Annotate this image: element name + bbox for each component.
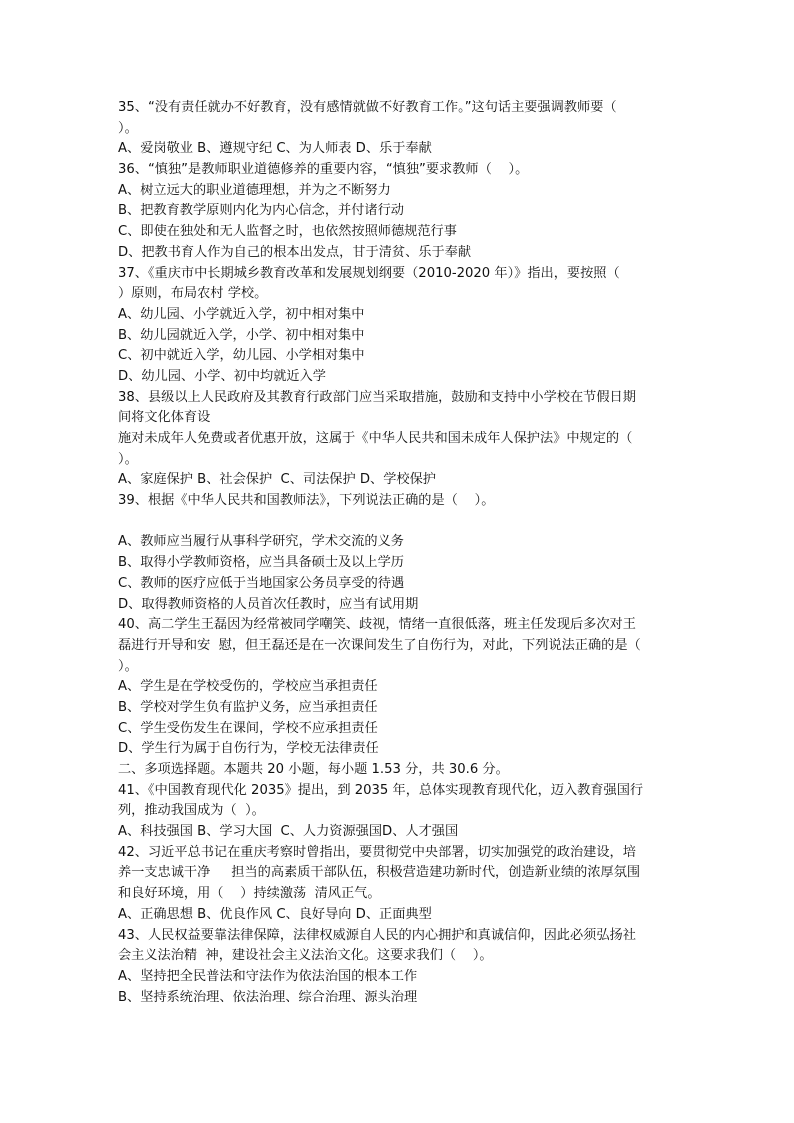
text-line: C、初中就近入学，幼儿园、小学相对集中 (118, 348, 365, 364)
text-line: A、爱岗敬业 B、遵规守纪 C、为人师表 D、乐于奉献 (118, 141, 432, 157)
text-line: B、幼儿园就近入学，小学、初中相对集中 (118, 327, 365, 343)
text-line: 会主义法治精 神，建设社会主义法治文化。这要求我们（ ）。 (118, 948, 493, 964)
text-line: A、坚持把全民普法和守法作为依法治国的根本工作 (118, 968, 418, 984)
text-line: B、坚持系统治理、依法治理、综合治理、源头治理 (118, 989, 418, 1005)
text-line: D、把教书育人作为自己的根本出发点，甘于清贫、乐于奉献 (118, 244, 472, 260)
text-line: 施对未成年人免费或者优惠开放，这属于《中华人民共和国未成年人保护法》中规定的（ (118, 431, 633, 446)
text-line: A、正确思想 B、优良作风 C、良好导向 D、正面典型 (118, 906, 432, 922)
text-line: D、幼儿园、小学、初中均就近入学 (118, 368, 326, 384)
text-line: 列，推动我国成为（ ）。 (118, 803, 265, 819)
text-line: A、幼儿园、小学就近入学，初中相对集中 (118, 306, 365, 322)
text-line: 43、人民权益要靠法律保障，法律权威源自人民的内心拥护和真诚信仰，因此必须弘扬社 (118, 927, 636, 943)
text-line: 养一支忠诚干净 担当的高素质干部队伍，积极营造建功新时代，创造新业绩的浓厚氛围 (118, 865, 641, 881)
text-line: D、取得教师资格的人员首次任教时，应当有试用期 (118, 596, 419, 612)
text-line: B、学校对学生负有监护义务，应当承担责任 (118, 699, 378, 715)
text-line: 39、根据《中华人民共和国教师法》，下列说法正确的是（ ）。 (118, 493, 495, 509)
text-line: 和良好环境，用（ ）持续激荡 清风正气。 (118, 886, 381, 902)
text-line: 41、《中国教育现代化 2035》提出，到 2035 年，总体实现教育现代化，迈入教育强国行 (118, 782, 644, 798)
text-line: 36、“慎独”是教师职业道德修养的重要内容，“慎独”要求教师（ ）。 (118, 162, 529, 178)
text-line: A、科技强国 B、学习大国 C、人力资源强国D、人才强国 (118, 824, 459, 840)
text-line: ）原则，布局农村 学校。 (118, 286, 268, 302)
text-line: 磊进行开导和安 慰，但王磊还是在一次课间发生了自伤行为，对此，下列说法正确的是（ (118, 637, 641, 653)
text-line: A、教师应当履行从事科学研究，学术交流的义务 (118, 534, 404, 550)
blank-line (118, 512, 678, 533)
text-line: D、学生行为属于自伤行为，学校无法律责任 (118, 741, 379, 757)
text-line: ）。 (118, 658, 138, 674)
text-line: C、教师的医疗应低于当地国家公务员享受的待遇 (118, 575, 405, 591)
text-line: 42、习近平总书记在重庆考察时曾指出，要贯彻党中央部署，切实加强党的政治建设，培 (118, 844, 636, 860)
text-line: B、把教育教学原则内化为内心信念，并付诸行动 (118, 203, 404, 219)
text-line: A、家庭保护 B、社会保护 C、司法保护 D、学校保护 (118, 472, 436, 488)
text-line: 37、《重庆市中长期城乡教育改革和发展规划纲要（2010-2020 年）》指出，要按照（ (118, 265, 620, 281)
text-line: C、即使在独处和无人监督之时，也依然按照师德规范行事 (118, 224, 457, 240)
text-line: 35、“没有责任就办不好教育，没有感情就做不好教育工作。”这句话主要强调教师要（ (118, 100, 617, 115)
text-line: C、学生受伤发生在课间，学校不应承担责任 (118, 720, 378, 736)
section-heading: 二、多项选择题。本题共 20 小题，每小题 1.53 分，共 30.6 分。 (118, 762, 509, 777)
text-line: ）。 (118, 451, 138, 467)
text-line: 间将文化体育设 (118, 410, 211, 426)
text-line: 40、高二学生王磊因为经常被同学嘲笑、歧视，情绪一直很低落，班主任发现后多次对王 (118, 617, 636, 633)
text-line: A、树立远大的职业道德理想，并为之不断努力 (118, 182, 391, 198)
text-line: ）。 (118, 120, 138, 136)
text-line: A、学生是在学校受伤的，学校应当承担责任 (118, 679, 378, 695)
text-line: B、取得小学教师资格，应当具备硕士及以上学历 (118, 555, 404, 571)
text-line: 38、县级以上人民政府及其教育行政部门应当采取措施，鼓励和支持中小学校在节假日期 (118, 389, 636, 405)
question-text-block (118, 98, 678, 1008)
